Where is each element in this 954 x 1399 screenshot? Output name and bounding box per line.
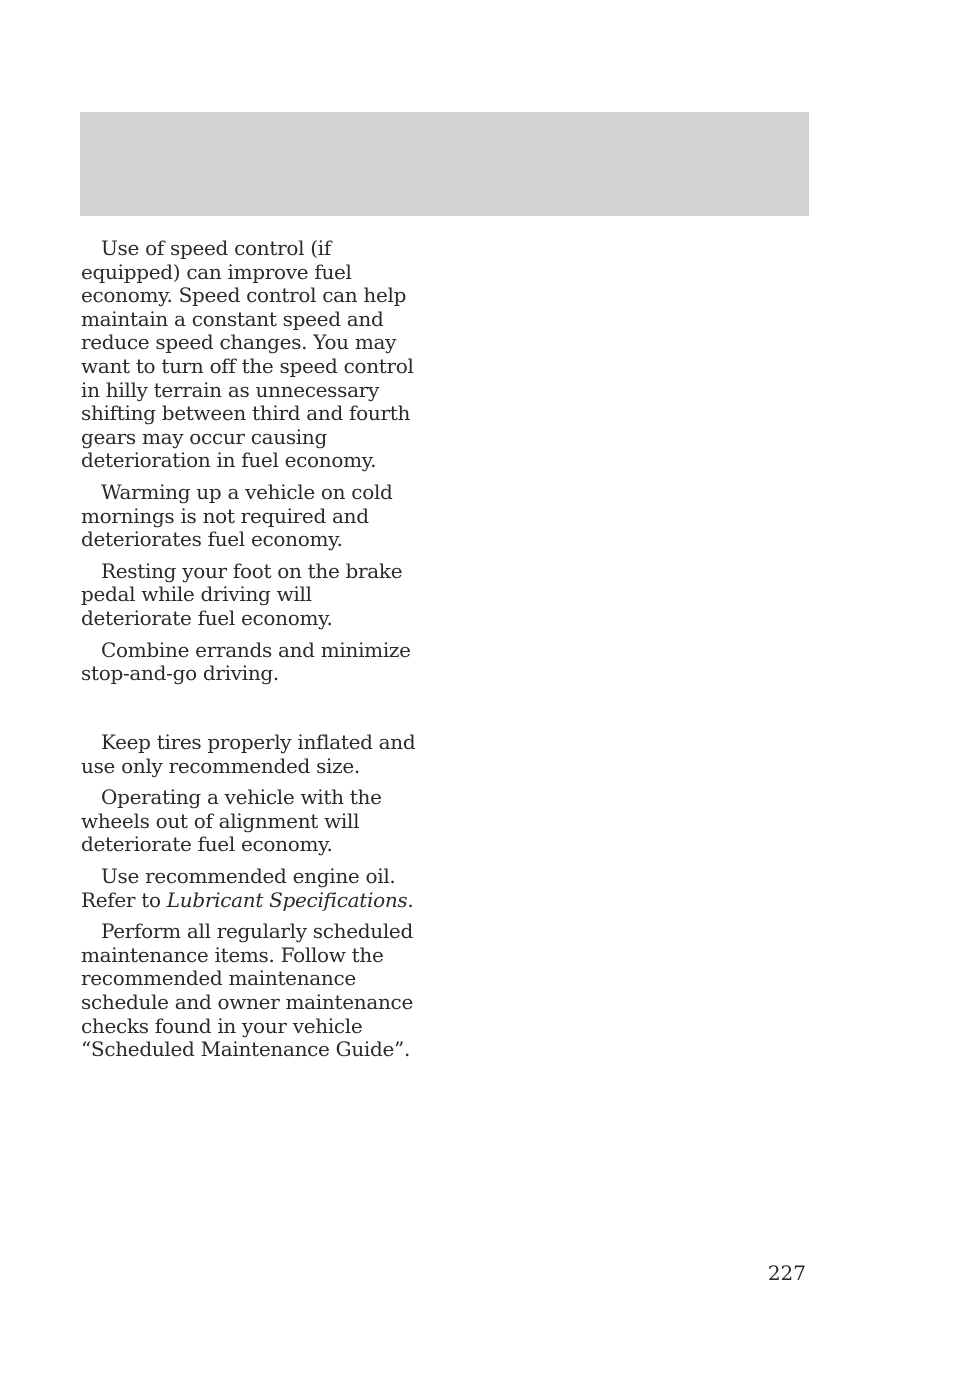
paragraph-tires: Keep tires properly inflated and use only recommended size. xyxy=(81,730,416,778)
paragraph-engine-oil xyxy=(81,865,426,912)
paragraph-maintenance: Perform all regularly scheduled maintenance items. Follow the recommended maintenance schedule and owner maintenance checks found in your vehicle “Scheduled Maintenance Guide”. xyxy=(81,919,413,1062)
page-number: 227 xyxy=(767,1261,806,1285)
section-a xyxy=(81,237,426,694)
paragraph-alignment: Operating a vehicle with the wheels out of alignment will deteriorate fuel economy. xyxy=(81,785,382,857)
header-band xyxy=(80,112,809,216)
engine-oil-suffix: . xyxy=(407,887,414,912)
paragraph-errands: Combine errands and minimize stop-and-go driving. xyxy=(81,637,411,686)
paragraph-speed-control: Use of speed control (if equipped) can improve fuel economy. Speed control can help maintain a constant speed and reduce speed changes. You may want to turn off the speed control in hilly terrain as unnecessary shifting between third and fourth gears may occur causing deterioration in fuel economy. xyxy=(81,236,414,473)
lubricant-specifications-reference: Lubricant Specifications xyxy=(166,887,408,912)
paragraph-brake-pedal: Resting your foot on the brake pedal while driving will deteriorate fuel economy. xyxy=(81,558,403,630)
section-b xyxy=(81,731,426,1070)
paragraph-warming-up: Warming up a vehicle on cold mornings is not required and deteriorates fuel economy. xyxy=(81,479,393,552)
engine-oil-text: Use recommended engine oil. Refer to xyxy=(81,863,396,912)
